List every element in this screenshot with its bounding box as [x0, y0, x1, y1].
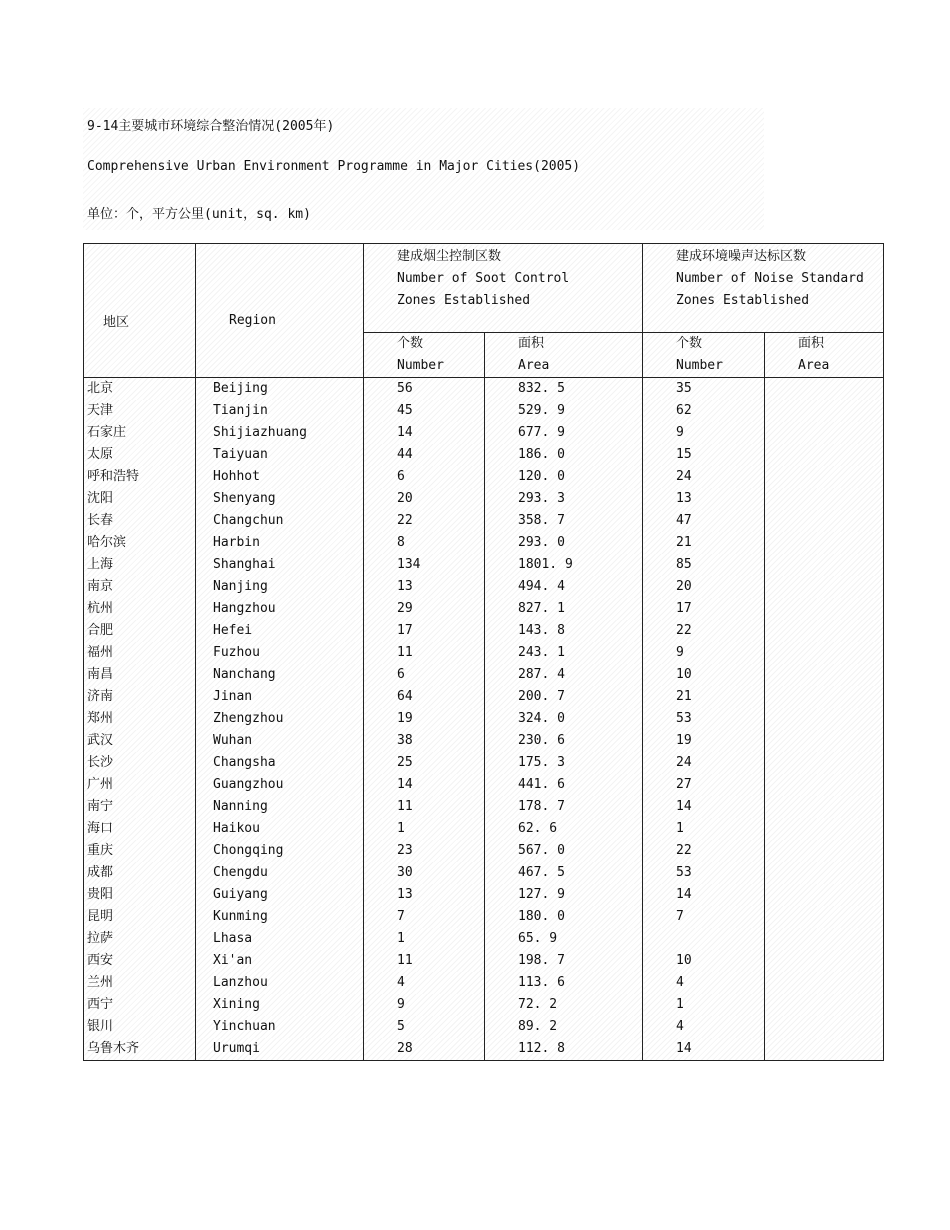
- city-name-en: Hangzhou: [196, 598, 364, 620]
- noise-zone-area: [765, 400, 884, 422]
- city-name-cn: 南宁: [84, 796, 196, 818]
- soot-zone-count: 19: [364, 708, 485, 730]
- header-soot-group: [364, 244, 643, 333]
- header-region-en: Region: [229, 313, 276, 328]
- city-name-en: Guiyang: [196, 884, 364, 906]
- city-name-cn: 南京: [84, 576, 196, 598]
- noise-zone-count: 53: [643, 708, 765, 730]
- noise-number-en: Number: [676, 358, 723, 373]
- header-row-1: [84, 244, 884, 333]
- table-row: [84, 818, 884, 840]
- soot-group-en-line2: Zones Established: [397, 293, 531, 308]
- soot-zone-area: 293. 3: [485, 488, 643, 510]
- city-name-en: Kunming: [196, 906, 364, 928]
- noise-zone-area: [765, 576, 884, 598]
- city-name-cn: 郑州: [84, 708, 196, 730]
- noise-zone-count: 4: [643, 972, 765, 994]
- noise-zone-area: [765, 928, 884, 950]
- noise-zone-area: [765, 1038, 884, 1061]
- soot-zone-count: 6: [364, 664, 485, 686]
- unit-note: 单位：个，平方公里(unit，sq. km): [87, 207, 311, 222]
- noise-zone-count: 14: [643, 884, 765, 906]
- table-row: [84, 928, 884, 950]
- noise-zone-area: [765, 862, 884, 884]
- noise-zone-count: 9: [643, 642, 765, 664]
- noise-zone-count: 47: [643, 510, 765, 532]
- table-row: [84, 730, 884, 752]
- data-table-viewport: [83, 243, 864, 1062]
- noise-zone-count: 85: [643, 554, 765, 576]
- soot-zone-count: 14: [364, 774, 485, 796]
- table-row: [84, 840, 884, 862]
- table-row: [84, 774, 884, 796]
- soot-zone-count: 13: [364, 884, 485, 906]
- header-region-en-cell: [196, 244, 364, 378]
- soot-zone-area: 178. 7: [485, 796, 643, 818]
- soot-zone-count: 6: [364, 466, 485, 488]
- soot-number-en: Number: [397, 358, 444, 373]
- soot-zone-area: 1801. 9: [485, 554, 643, 576]
- table-row: [84, 466, 884, 488]
- noise-number-cn: 个数: [676, 336, 703, 351]
- city-name-cn: 广州: [84, 774, 196, 796]
- noise-zone-area: [765, 994, 884, 1016]
- noise-zone-area: [765, 378, 884, 401]
- city-name-cn: 南昌: [84, 664, 196, 686]
- soot-zone-count: 4: [364, 972, 485, 994]
- noise-zone-count: 13: [643, 488, 765, 510]
- city-name-en: Chengdu: [196, 862, 364, 884]
- noise-zone-area: [765, 884, 884, 906]
- city-name-cn: 济南: [84, 686, 196, 708]
- soot-zone-area: 832. 5: [485, 378, 643, 401]
- soot-zone-count: 134: [364, 554, 485, 576]
- soot-zone-area: 494. 4: [485, 576, 643, 598]
- table-title-english: Comprehensive Urban Environment Programme in Major Cities(2005): [87, 159, 581, 174]
- city-name-en: Taiyuan: [196, 444, 364, 466]
- noise-zone-count: 27: [643, 774, 765, 796]
- city-name-en: Changsha: [196, 752, 364, 774]
- soot-zone-area: 529. 9: [485, 400, 643, 422]
- soot-zone-area: 230. 6: [485, 730, 643, 752]
- city-name-cn: 贵阳: [84, 884, 196, 906]
- noise-zone-count: 7: [643, 906, 765, 928]
- noise-zone-area: [765, 510, 884, 532]
- noise-zone-area: [765, 488, 884, 510]
- soot-zone-area: 65. 9: [485, 928, 643, 950]
- table-row: [84, 950, 884, 972]
- city-name-en: Hohhot: [196, 466, 364, 488]
- city-name-en: Tianjin: [196, 400, 364, 422]
- table-row: [84, 598, 884, 620]
- city-name-en: Shenyang: [196, 488, 364, 510]
- noise-zone-area: [765, 840, 884, 862]
- noise-area-cn: 面积: [798, 336, 825, 351]
- city-name-en: Nanjing: [196, 576, 364, 598]
- soot-group-en-line1: Number of Soot Control: [397, 271, 570, 286]
- noise-zone-count: 22: [643, 620, 765, 642]
- table-row: [84, 972, 884, 994]
- table-row: [84, 642, 884, 664]
- soot-zone-count: 5: [364, 1016, 485, 1038]
- noise-zone-count: 14: [643, 796, 765, 818]
- soot-zone-area: 143. 8: [485, 620, 643, 642]
- soot-zone-count: 13: [364, 576, 485, 598]
- noise-zone-area: [765, 972, 884, 994]
- noise-zone-area: [765, 1016, 884, 1038]
- soot-zone-count: 17: [364, 620, 485, 642]
- table-row: [84, 1016, 884, 1038]
- noise-zone-area: [765, 598, 884, 620]
- soot-zone-count: 11: [364, 642, 485, 664]
- noise-zone-area: [765, 664, 884, 686]
- noise-area-en: Area: [798, 358, 830, 373]
- table-row: [84, 862, 884, 884]
- table-row: [84, 906, 884, 928]
- table-row: [84, 620, 884, 642]
- soot-zone-area: 72. 2: [485, 994, 643, 1016]
- city-name-cn: 上海: [84, 554, 196, 576]
- table-row: [84, 664, 884, 686]
- soot-zone-count: 8: [364, 532, 485, 554]
- noise-zone-count: 1: [643, 994, 765, 1016]
- soot-zone-count: 7: [364, 906, 485, 928]
- soot-zone-count: 45: [364, 400, 485, 422]
- city-name-cn: 长沙: [84, 752, 196, 774]
- noise-zone-area: [765, 554, 884, 576]
- header-region-cn: 地区: [103, 315, 130, 330]
- city-name-en: Zhengzhou: [196, 708, 364, 730]
- soot-zone-area: 567. 0: [485, 840, 643, 862]
- noise-zone-count: 24: [643, 752, 765, 774]
- soot-zone-count: 38: [364, 730, 485, 752]
- city-name-cn: 沈阳: [84, 488, 196, 510]
- noise-zone-count: 21: [643, 686, 765, 708]
- table-row: [84, 554, 884, 576]
- city-name-en: Nanchang: [196, 664, 364, 686]
- noise-zone-count: 17: [643, 598, 765, 620]
- city-name-cn: 乌鲁木齐: [84, 1038, 196, 1061]
- noise-group-en-line2: Zones Established: [676, 293, 810, 308]
- soot-zone-count: 28: [364, 1038, 485, 1061]
- city-name-en: Nanning: [196, 796, 364, 818]
- noise-zone-area: [765, 466, 884, 488]
- city-name-cn: 西宁: [84, 994, 196, 1016]
- table-row: [84, 422, 884, 444]
- soot-zone-area: 113. 6: [485, 972, 643, 994]
- table-row: [84, 488, 884, 510]
- city-name-en: Wuhan: [196, 730, 364, 752]
- soot-zone-count: 14: [364, 422, 485, 444]
- noise-zone-count: 62: [643, 400, 765, 422]
- city-name-cn: 兰州: [84, 972, 196, 994]
- city-name-en: Beijing: [196, 378, 364, 401]
- header-soot-area: [485, 333, 643, 378]
- table-row: [84, 532, 884, 554]
- table-row: [84, 994, 884, 1016]
- city-name-en: Harbin: [196, 532, 364, 554]
- noise-zone-count: 15: [643, 444, 765, 466]
- soot-area-en: Area: [518, 358, 550, 373]
- soot-zone-area: 293. 0: [485, 532, 643, 554]
- noise-zone-area: [765, 906, 884, 928]
- soot-zone-count: 11: [364, 950, 485, 972]
- table-row: [84, 752, 884, 774]
- soot-zone-count: 1: [364, 818, 485, 840]
- noise-zone-count: 35: [643, 378, 765, 401]
- soot-zone-count: 22: [364, 510, 485, 532]
- soot-zone-area: 200. 7: [485, 686, 643, 708]
- header-noise-group: [643, 244, 884, 333]
- table-row: [84, 884, 884, 906]
- noise-zone-area: [765, 422, 884, 444]
- city-name-cn: 银川: [84, 1016, 196, 1038]
- city-name-en: Shijiazhuang: [196, 422, 364, 444]
- city-name-cn: 哈尔滨: [84, 532, 196, 554]
- noise-zone-count: 24: [643, 466, 765, 488]
- city-name-cn: 石家庄: [84, 422, 196, 444]
- soot-zone-area: 127. 9: [485, 884, 643, 906]
- noise-zone-count: 19: [643, 730, 765, 752]
- table-row: [84, 796, 884, 818]
- soot-zone-area: 180. 0: [485, 906, 643, 928]
- soot-zone-area: 287. 4: [485, 664, 643, 686]
- soot-zone-area: 358. 7: [485, 510, 643, 532]
- city-name-cn: 昆明: [84, 906, 196, 928]
- table-row: [84, 378, 884, 401]
- noise-zone-area: [765, 730, 884, 752]
- header-noise-number: [643, 333, 765, 378]
- soot-zone-area: 324. 0: [485, 708, 643, 730]
- header-region-cn-cell: [84, 244, 196, 378]
- city-name-en: Urumqi: [196, 1038, 364, 1061]
- noise-zone-area: [765, 532, 884, 554]
- table-body: [84, 378, 884, 1061]
- city-name-cn: 拉萨: [84, 928, 196, 950]
- city-name-en: Lanzhou: [196, 972, 364, 994]
- table-row: [84, 510, 884, 532]
- city-name-cn: 北京: [84, 378, 196, 401]
- soot-zone-count: 23: [364, 840, 485, 862]
- city-name-cn: 成都: [84, 862, 196, 884]
- city-name-en: Hefei: [196, 620, 364, 642]
- noise-group-cn: 建成环境噪声达标区数: [676, 249, 807, 264]
- soot-zone-count: 9: [364, 994, 485, 1016]
- noise-zone-area: [765, 708, 884, 730]
- city-name-cn: 福州: [84, 642, 196, 664]
- city-name-en: Shanghai: [196, 554, 364, 576]
- table-row: [84, 1038, 884, 1061]
- soot-group-cn: 建成烟尘控制区数: [397, 249, 502, 264]
- soot-zone-area: 243. 1: [485, 642, 643, 664]
- soot-area-cn: 面积: [518, 336, 545, 351]
- noise-zone-area: [765, 796, 884, 818]
- soot-zone-area: 62. 6: [485, 818, 643, 840]
- table-row: [84, 444, 884, 466]
- soot-zone-area: 467. 5: [485, 862, 643, 884]
- city-name-cn: 西安: [84, 950, 196, 972]
- soot-number-cn: 个数: [397, 336, 424, 351]
- noise-zone-count: 21: [643, 532, 765, 554]
- soot-zone-area: 112. 8: [485, 1038, 643, 1061]
- soot-zone-area: 677. 9: [485, 422, 643, 444]
- soot-zone-count: 1: [364, 928, 485, 950]
- soot-zone-count: 56: [364, 378, 485, 401]
- city-name-cn: 呼和浩特: [84, 466, 196, 488]
- soot-zone-area: 175. 3: [485, 752, 643, 774]
- city-name-en: Xi'an: [196, 950, 364, 972]
- noise-zone-count: 20: [643, 576, 765, 598]
- noise-zone-count: 10: [643, 950, 765, 972]
- table-title-chinese: 9-14主要城市环境综合整治情况(2005年): [87, 119, 335, 134]
- city-name-en: Changchun: [196, 510, 364, 532]
- city-name-cn: 杭州: [84, 598, 196, 620]
- city-name-en: Fuzhou: [196, 642, 364, 664]
- city-name-en: Xining: [196, 994, 364, 1016]
- soot-zone-area: 827. 1: [485, 598, 643, 620]
- soot-zone-area: 186. 0: [485, 444, 643, 466]
- soot-zone-count: 11: [364, 796, 485, 818]
- city-name-cn: 重庆: [84, 840, 196, 862]
- noise-zone-area: [765, 444, 884, 466]
- header-soot-number: [364, 333, 485, 378]
- city-name-cn: 天津: [84, 400, 196, 422]
- city-name-en: Jinan: [196, 686, 364, 708]
- soot-zone-count: 64: [364, 686, 485, 708]
- noise-zone-area: [765, 950, 884, 972]
- city-name-en: Guangzhou: [196, 774, 364, 796]
- noise-zone-area: [765, 642, 884, 664]
- noise-zone-area: [765, 752, 884, 774]
- soot-zone-area: 89. 2: [485, 1016, 643, 1038]
- noise-zone-count: 1: [643, 818, 765, 840]
- city-name-en: Chongqing: [196, 840, 364, 862]
- noise-zone-count: 9: [643, 422, 765, 444]
- noise-zone-count: 4: [643, 1016, 765, 1038]
- city-name-cn: 太原: [84, 444, 196, 466]
- noise-zone-area: [765, 774, 884, 796]
- soot-zone-count: 20: [364, 488, 485, 510]
- city-name-en: Lhasa: [196, 928, 364, 950]
- noise-group-en-line1: Number of Noise Standard: [676, 271, 864, 286]
- table-row: [84, 400, 884, 422]
- city-name-cn: 海口: [84, 818, 196, 840]
- city-name-cn: 长春: [84, 510, 196, 532]
- city-name-en: Yinchuan: [196, 1016, 364, 1038]
- soot-zone-area: 120. 0: [485, 466, 643, 488]
- soot-zone-count: 25: [364, 752, 485, 774]
- noise-zone-count: 22: [643, 840, 765, 862]
- noise-zone-count: 10: [643, 664, 765, 686]
- soot-zone-count: 44: [364, 444, 485, 466]
- noise-zone-area: [765, 620, 884, 642]
- noise-zone-count: 14: [643, 1038, 765, 1061]
- data-table: [83, 243, 884, 1061]
- table-row: [84, 708, 884, 730]
- city-name-cn: 武汉: [84, 730, 196, 752]
- noise-zone-count: 53: [643, 862, 765, 884]
- soot-zone-area: 441. 6: [485, 774, 643, 796]
- noise-zone-area: [765, 818, 884, 840]
- city-name-cn: 合肥: [84, 620, 196, 642]
- noise-zone-count: [643, 928, 765, 950]
- soot-zone-count: 30: [364, 862, 485, 884]
- table-row: [84, 686, 884, 708]
- header-noise-area: [765, 333, 884, 378]
- city-name-en: Haikou: [196, 818, 364, 840]
- noise-zone-area: [765, 686, 884, 708]
- soot-zone-count: 29: [364, 598, 485, 620]
- soot-zone-area: 198. 7: [485, 950, 643, 972]
- table-row: [84, 576, 884, 598]
